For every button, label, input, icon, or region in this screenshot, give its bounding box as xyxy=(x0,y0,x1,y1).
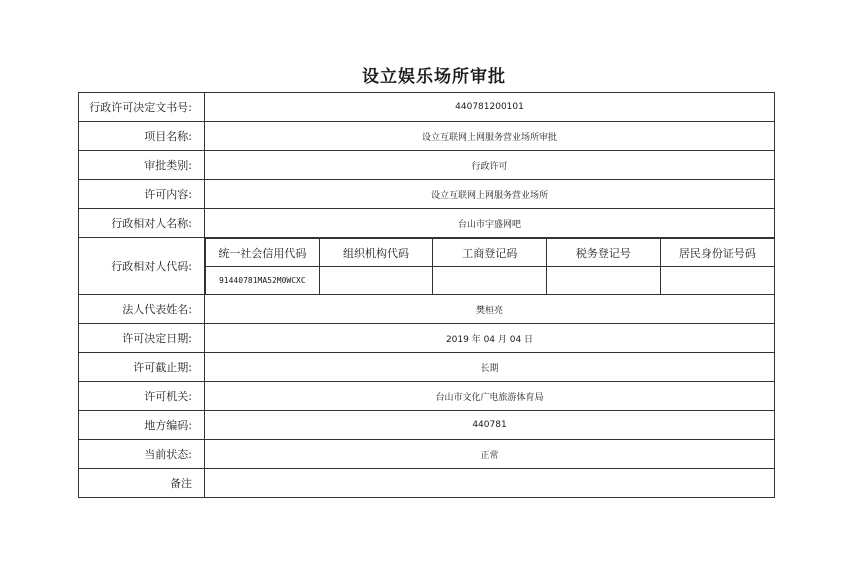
table-row xyxy=(79,122,775,151)
row-value: 行政许可 xyxy=(205,151,775,180)
code-value: 91440781MA52M0WCXC xyxy=(206,267,320,295)
row-value: 正常 xyxy=(205,440,775,469)
row-value xyxy=(205,469,775,498)
table-row xyxy=(79,209,775,238)
table-row xyxy=(79,324,775,353)
code-value xyxy=(319,267,433,295)
code-value xyxy=(660,267,774,295)
code-header: 居民身份证号码 xyxy=(660,239,774,267)
row-label: 地方编码: xyxy=(79,411,205,440)
row-label: 项目名称: xyxy=(79,122,205,151)
row-label: 审批类别: xyxy=(79,151,205,180)
row-value: 樊桓亮 xyxy=(205,295,775,324)
row-value: 台山市文化广电旅游体育局 xyxy=(205,382,775,411)
row-value: 440781200101 xyxy=(205,93,775,122)
row-label: 许可内容: xyxy=(79,180,205,209)
table-row-codes xyxy=(79,238,775,295)
row-label: 当前状态: xyxy=(79,440,205,469)
row-label: 行政许可决定文书号: xyxy=(79,93,205,122)
code-header-row xyxy=(206,239,775,267)
code-value-row xyxy=(206,267,775,295)
row-label: 行政相对人名称: xyxy=(79,209,205,238)
row-label: 许可决定日期: xyxy=(79,324,205,353)
code-subtable-cell xyxy=(205,238,775,295)
row-value: 440781 xyxy=(205,411,775,440)
code-header: 税务登记号 xyxy=(547,239,661,267)
code-header: 工商登记码 xyxy=(433,239,547,267)
document-title: 设立娱乐场所审批 xyxy=(362,67,506,87)
row-value: 2019 年 04 月 04 日 xyxy=(205,324,775,353)
code-value xyxy=(547,267,661,295)
code-header: 统一社会信用代码 xyxy=(206,239,320,267)
row-value: 台山市宇盛网吧 xyxy=(205,209,775,238)
table-row xyxy=(79,93,775,122)
table-row xyxy=(79,295,775,324)
code-subtable xyxy=(205,238,774,294)
row-label: 法人代表姓名: xyxy=(79,295,205,324)
row-label: 许可机关: xyxy=(79,382,205,411)
code-header: 组织机构代码 xyxy=(319,239,433,267)
row-value: 设立互联网上网服务营业场所审批 xyxy=(205,122,775,151)
table-row xyxy=(79,440,775,469)
approval-table xyxy=(78,92,775,498)
table-row xyxy=(79,180,775,209)
table-row xyxy=(79,382,775,411)
row-label: 备注 xyxy=(79,469,205,498)
row-value: 长期 xyxy=(205,353,775,382)
table-row xyxy=(79,469,775,498)
row-label: 许可截止期: xyxy=(79,353,205,382)
table-row xyxy=(79,411,775,440)
row-label: 行政相对人代码: xyxy=(79,238,205,295)
table-row xyxy=(79,151,775,180)
code-value xyxy=(433,267,547,295)
table-row xyxy=(79,353,775,382)
row-value: 设立互联网上网服务营业场所 xyxy=(205,180,775,209)
